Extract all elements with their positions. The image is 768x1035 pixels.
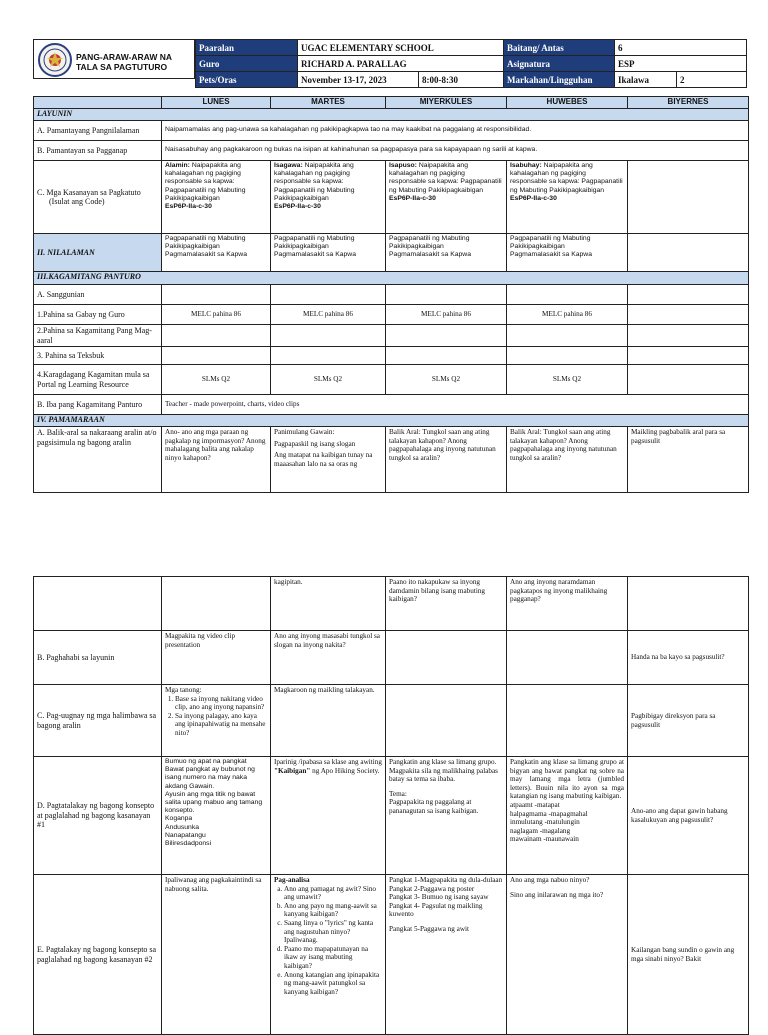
row-label-pagtalakay-2: E. Pagtalakay ng bagong konsepto sa paglalahad ng bagong kasanayan #2 [34,875,162,1035]
day-martes: MARTES [271,97,386,109]
pagtatalakay-1-huwebes: Pangkatin ang klase sa limang grupo at bigyan ang bawat pangkat ng sobre na may lamang mga letra (jumbled letters). Buuin nila ito ayon sa mga katangian ng isang mabuting kaibigan. atpaamt -matapat halpagmama -mapagmahal inmulutang -matulungin naglagam -magalang mawainam -maunawain [507,757,628,875]
lesson-plan-table-page1 [33,96,749,493]
gabay-martes: MELC pahina 86 [271,305,386,325]
paghahabi-lunes: Magpakita ng video clip presentation [162,631,271,685]
row-label-kagamitang-mag-aaral: 2.Pahina sa Kagamitang Pang Mag-aaral [34,325,162,347]
header-info-table [195,39,747,88]
subject-value: ESP [615,56,747,72]
paghahabi-biyernes: Handa na ba kayo sa pagsusulit? [628,631,749,685]
row-label-pamantayang-pangnilalaman: A. Pamantayang Pangnilalaman [34,121,162,141]
continued-huwebes: Ano ang inyong naramdaman pagkatapos ng inyong malikhaing pagganap? [507,577,628,631]
row-label-paghahabi: B. Paghahabi sa layunin [34,631,162,685]
section-pamamaraan: IV. PAMAMARAAN [34,415,749,427]
row-label-portal: 4.Karagdagang Kagamitan mula sa Portal ng Learning Resource [34,365,162,395]
row-label-pag-uugnay: C. Pag-uugnay ng mga halimbawa sa bagong aralin [34,685,162,757]
datetime-label: Pets/Oras [196,72,298,88]
continued-miyerkules: Paano ito nakapukaw sa inyong damdamin bilang isang mabuting kaibigan? [386,577,507,631]
kasanayan-lunes: Alamin: Naipapakita ang kahalagahan ng pagiging responsable sa kapwa: Pagpapanatili ng Mabuting Pakikipagkaibigan EsP6P-IIa-c-30 [162,161,271,234]
school-value: UGAC ELEMENTARY SCHOOL [298,40,504,56]
iba-pang-kagamitan-value: Teacher - made powerpoint, charts, video clips [162,395,749,415]
row-label-teksbuk: 3. Pahina sa Teksbuk [34,347,162,365]
grade-value: 6 [615,40,747,56]
balik-aral-biyernes: Maikling pagbabalik aral para sa pagsusulit [628,427,749,493]
gabay-huwebes: MELC pahina 86 [507,305,628,325]
row-label-pagtatalakay-1: D. Pagtatalakay ng bagong konsepto at paglalahad ng bagong kasanayan #1 [34,757,162,875]
gabay-lunes: MELC pahina 86 [162,305,271,325]
kasanayan-martes: Isagawa: Naipapakita ang kahalagahan ng pagiging responsable sa kapwa: Pagpapanatili ng Mabuting Pakikipagkaibigan EsP6P-IIa-c-30 [271,161,386,234]
teacher-label: Guro [196,56,298,72]
row-label-iba-pang-kagamitan: B. Iba pang Kagamitang Panturo [34,395,162,415]
pagtatalakay-1-lunes: Bumuo ng apat na pangkat Bawat pangkat ay bubunot ng isang numero na may naka akdang Gawain. Ayusin ang mga titik ng bawat salita upang mabuo ang tamang konsepto. Koganpa Andusunka Nanapatangu Biliresdadponsi [162,757,271,875]
row-label-gabay-guro: 1.Pahina sa Gabay ng Guro [34,305,162,325]
pagtatalakay-1-martes: Iparinig /ipabasa sa klase ang awiting "Kaibigan" ng Apo Hiking Society. [271,757,386,875]
kasanayan-miyerkules: Isapuso: Naipapakita ang kahalagahan ng pagiging responsable sa kapwa: Pagpapanatili ng Mabuting Pakikipagkaibigan EsP6P-IIa-c-30 [386,161,507,234]
day-lunes: LUNES [162,97,271,109]
portal-miyerkules: SLMs Q2 [386,365,507,395]
quarter-label: Markahan/Lingguhan [504,72,615,88]
pag-uugnay-martes: Magkaroon ng maikling talakayan. [271,685,386,757]
row-label-balik-aral: A. Balik-aral sa nakaraang aralin at/o pagsisimula ng bagong aralin [34,427,162,493]
pagtalakay-2-biyernes: Kailangan bang sundin o gawin ang mga sinabi ninyo? Bakit [628,875,749,1035]
pagtalakay-2-martes: Pag-analisa a. Ano ang pamagat ng awit? Sino ang umawit? b. Ano ang payo ng mang-aawit sa kanyang kaibigan? c. Saang linya o "lyrics" ng kanta ang nagustuhan ninyo? Ipaliwanag. d. Paano mo mapapatunayan na ikaw ay isang mabuting kaibigan? e. Anong katangian ang ipinapakita ng mang-aawit patungkol sa kanyang kaibigan? [271,875,386,1035]
balik-aral-huwebes: Balik Aral: Tungkol saan ang ating talakayan kahapon? Anong pagpapahalaga ang inyong natutunan tungkol sa aralin? [507,427,628,493]
day-huwebes: HUWEBES [507,97,628,109]
pag-uugnay-lunes: Mga tanong: 1. Base sa inyong nakitang video clip, ano ang inyong napansin? 2. Sa inyong palagay, ano kaya ang ipinapahiwatig na mensahe nito? [162,685,271,757]
time-value: 8:00-8:30 [419,72,504,88]
pagtalakay-2-miyerkules: Pangkat 1-Magpapakita ng dula-dulaan Pangkat 2-Paggawa ng poster Pangkat 3- Bumuo ng isang sayaw Pangkat 4- Pagsulat ng maikling kuwento Pangkat 5-Paggawa ng awit [386,875,507,1035]
pagtatalakay-1-miyerkules: Pangkatin ang klase sa limang grupo. Magpakita sila ng malikhaing palabas batay sa tema sa ibaba. Tema: Pagpapakita ng paggalang at pananagutan sa isang kaibigan. [386,757,507,875]
row-label-sanggunian: A. Sanggunian [34,285,162,305]
header-title: PANG-ARAW-ARAW NA TALA SA PAGTUTURO [76,52,172,72]
balik-aral-martes: Panimulang Gawain: Pagpapaskil ng isang slogan Ang matapat na kaibigan tunay na maaasahan lalo na sa oras ng [271,427,386,493]
header-logo-area [33,39,195,79]
row-label-kasanayan: C. Mga Kasanayan sa Pagkatuto (Isulat ang Code) [34,161,162,234]
section-nilalaman: II. NILALAMAN [34,234,162,272]
continued-martes: kagipitan. [271,577,386,631]
pamantayang-pangnilalaman-text: Naipamamalas ang pag-unawa sa kahalagahan ng pakikipagkapwa tao na may kaakibat na paggalang at responsibilidad. [162,121,749,141]
balik-aral-lunes: Ano- ano ang mga paraan ng pagkalap ng impormasyon? Anong mahalagang balita ang nakalap ninyo kahapon? [162,427,271,493]
pamantayan-pagganap-text: Naisasabuhay ang pagkakaroon ng bukas na isipan at kahinahunan sa pagpapasya para sa kapayapaan ng sarili at kapwa. [162,141,749,161]
pag-uugnay-biyernes: Pagbibigay direksyon para sa pagsusulit [628,685,749,757]
nilalaman-martes: Pagpapanatili ng Mabuting Pakikipagkaibigan Pagmamalasakit sa Kapwa [271,234,386,272]
portal-lunes: SLMs Q2 [162,365,271,395]
day-biyernes: BIYERNES [628,97,749,109]
deped-seal-icon [37,42,73,78]
quarter-value: Ikalawa [615,72,677,88]
kasanayan-huwebes: Isabuhay: Naipapakita ang kahalagahan ng pagiging responsable sa kapwa: Pagpapanatili ng Mabuting Pakikipagkaibigan EsP6P-IIa-c-30 [507,161,628,234]
pagtatalakay-1-biyernes: Ano-ano ang dapat gawin habang kasalukuyan ang pagsusulit? [628,757,749,875]
nilalaman-lunes: Pagpapanatili ng Mabuting Pakikipagkaibigan Pagmamalasakit sa Kapwa [162,234,271,272]
balik-aral-miyerkules: Balik Aral: Tungkol saan ang ating talakayan kahapon? Anong pagpapahalaga ang inyong natutunan tungkol sa aralin? [386,427,507,493]
row-label-pamantayan-pagganap: B. Pamantayan sa Pagganap [34,141,162,161]
gabay-miyerkules: MELC pahina 86 [386,305,507,325]
pagtalakay-2-lunes: Ipaliwanag ang pagkakaintindi sa nabuong salita. [162,875,271,1035]
section-layunin: LAYUNIN [34,109,749,121]
date-value: November 13-17, 2023 [298,72,419,88]
day-miyerkules: MIYERKULES [386,97,507,109]
nilalaman-huwebes: Pagpapanatili ng Mabuting Pakikipagkaibigan Pagmamalasakit sa Kapwa [507,234,628,272]
subject-label: Asignatura [504,56,615,72]
lesson-plan-table-page2 [33,576,749,1035]
section-kagamitan: III.KAGAMITANG PANTURO [34,272,749,285]
week-value: 2 [677,72,747,88]
portal-huwebes: SLMs Q2 [507,365,628,395]
school-label: Paaralan [196,40,298,56]
teacher-value: RICHARD A. PARALLAG [298,56,504,72]
nilalaman-miyerkules: Pagpapanatili ng Mabuting Pakikipagkaibigan Pagmamalasakit sa Kapwa [386,234,507,272]
portal-martes: SLMs Q2 [271,365,386,395]
paghahabi-martes: Ano ang inyong masasabi tungkol sa slogan na inyong nakita? [271,631,386,685]
grade-label: Baitang/ Antas [504,40,615,56]
pagtalakay-2-huwebes: Ano ang mga nabuo ninyo? Sino ang inilarawan ng mga ito? [507,875,628,1035]
